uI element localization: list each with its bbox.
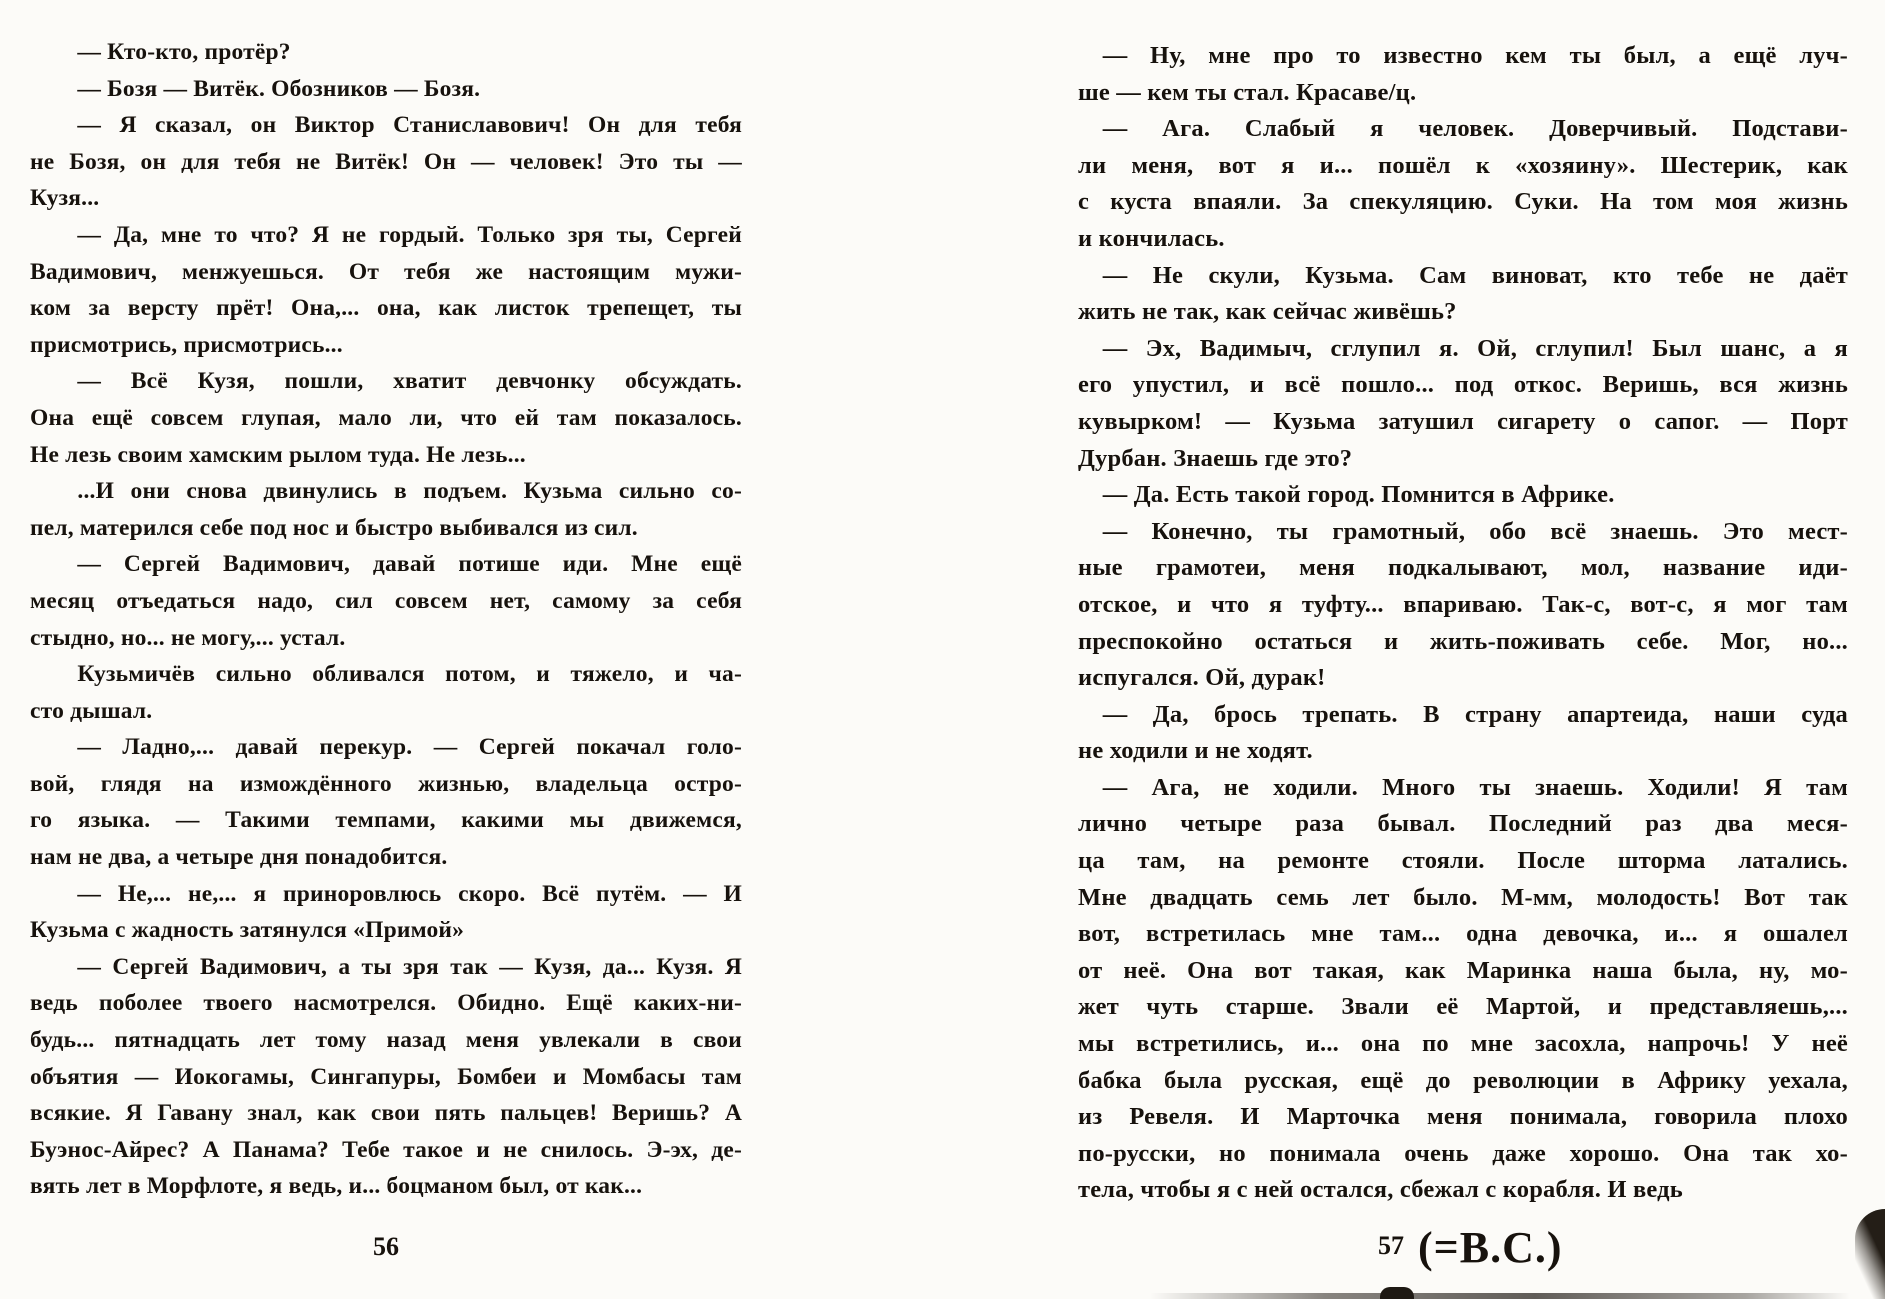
text-line: — Конечно, ты грамотный, обо всё знаешь. Это мест- [1078, 517, 1848, 545]
text-line: Мне двадцать семь лет было. М-мм, молодость! Вот так [1078, 883, 1848, 911]
text-line: — Ну, мне про то известно кем ты был, а ещё луч- [1078, 42, 1848, 69]
page-number-right: 57 [1378, 1231, 1404, 1260]
text-line: Не лезь своим хамским рылом туда. Не лезь... [30, 441, 526, 468]
text-line: — Ага. Слабый я человек. Доверчивый. Подстави- [1078, 115, 1848, 143]
text-line: всякие. Я Гавану знал, как свои пять пальцев! Веришь? А [30, 1100, 742, 1127]
text-line: отское, и что я туфту... впариваю. Так-с, вот-с, я мог там [1078, 590, 1848, 618]
text-line: го языка. — Такими темпами, какими мы движемся, [30, 807, 742, 834]
text-line: — Да, брось трепать. В страну апартеида, наши суда [1078, 700, 1848, 728]
scan-artifact [1380, 1287, 1414, 1299]
text-line: ли меня, вот я и... пошёл к «хозяину». Шестерик, как [1078, 151, 1848, 179]
text-line: — Сергей Вадимович, давай потише иди. Мне ещё [30, 551, 742, 578]
text-line: объятия — Иокогамы, Сингапуры, Бомбеи и Момбасы там [30, 1063, 742, 1090]
text-line: с куста впаяли. За спекуляцию. Суки. На том моя жизнь [1078, 188, 1848, 216]
scan-artifact [1150, 1293, 1850, 1299]
text-line: Вадимович, менжуешься. От тебя же настоящим мужи- [30, 258, 742, 285]
text-line: кувырком! — Кузьма затушил сигарету о сапог. — Порт [1078, 407, 1848, 435]
text-line: Кузьмичёв сильно обливался потом, и тяжело, и ча- [30, 661, 742, 688]
left-page [0, 0, 752, 1299]
text-line: ведь поболее твоего насмотрелся. Обидно. Ещё каких-ни- [30, 990, 742, 1017]
text-line: по-русски, но понимала очень даже хорошо. Она так хо- [1078, 1139, 1848, 1167]
right-page [854, 0, 1885, 1299]
text-line: бабка была русская, ещё до революции в Африку уехала, [1078, 1066, 1848, 1094]
text-line: и кончилась. [1078, 224, 1225, 252]
handwritten-annotation: (=В.С.) [1418, 1223, 1563, 1272]
text-line: Кузьма с жадность затянулся «Примой» [30, 917, 465, 944]
text-line: ше — кем ты стал. Красаве/ц. [1078, 78, 1417, 106]
page-number-left: 56 [373, 1232, 399, 1261]
text-line: — Ага, не ходили. Много ты знаешь. Ходили! Я там [1078, 773, 1848, 801]
text-line: ные грамотеи, меня подкалывают, мол, название иди- [1078, 554, 1848, 582]
text-line: нам не два, а четыре дня понадобится. [30, 844, 448, 871]
text-line: месяц отъедаться надо, сил совсем нет, самому за себя [30, 587, 742, 614]
book-gutter-shadow [748, 0, 858, 1299]
text-line: — Да. Есть такой город. Помнится в Африке. [1078, 481, 1615, 509]
text-line: ца там, на ремонте стояли. После шторма латались. [1078, 847, 1848, 875]
text-line: тела, чтобы я с ней остался, сбежал с корабля. И ведь [1078, 1176, 1683, 1204]
text-line: — Ладно,... давай перекур. — Сергей покачал голо- [30, 734, 742, 761]
text-line: — Всё Кузя, пошли, хватит девчонку обсуждать. [30, 368, 742, 395]
text-line: будь... пятнадцать лет тому назад меня увлекали в свои [30, 1027, 742, 1054]
text-line: — Да, мне то что? Я не гордый. Только зря ты, Сергей [30, 221, 742, 248]
text-line: Дурбан. Знаешь где это? [1078, 444, 1353, 472]
right-page-footer [1078, 1222, 1848, 1273]
text-line: лично четыре раза бывал. Последний раз два меся- [1078, 810, 1848, 838]
text-line: жет чуть старше. Звали её Мартой, и представляешь,... [1078, 993, 1848, 1021]
text-line: — Сергей Вадимович, а ты зря так — Кузя, да... Кузя. Я [30, 953, 742, 980]
text-line: пел, матерился себе под нос и быстро выбивался из сил. [30, 514, 638, 541]
text-line: не Бозя, он для тебя не Витёк! Он — человек! Это ты — [30, 148, 742, 175]
text-line: сто дышал. [30, 697, 153, 724]
text-line: вять лет в Морфлоте, я ведь, и... боцманом был, от как... [30, 1173, 643, 1200]
text-line: преспокойно остаться и жить-поживать себе. Мог, но... [1078, 627, 1848, 655]
text-line: стыдно, но... не могу,... устал. [30, 624, 346, 651]
text-line: испугался. Ой, дурак! [1078, 664, 1326, 692]
text-line: Она ещё совсем глупая, мало ли, что ей там показалось. [30, 404, 742, 431]
text-line: — Не скули, Кузьма. Сам виноват, кто тебе не даёт [1078, 261, 1848, 289]
text-line: не ходили и не ходят. [1078, 737, 1313, 765]
scan-artifact [1855, 1209, 1885, 1299]
text-line: мы встретились, и... она по мне засохла, напрочь! У неё [1078, 1030, 1848, 1058]
text-line: — Я сказал, он Виктор Станиславович! Он для тебя [30, 112, 742, 139]
text-line: — Не,... не,... я приноровлюсь скоро. Всё путём. — И [30, 880, 742, 907]
text-line: вот, встретилась мне там... одна девочка, и... я ошалел [1078, 920, 1848, 948]
text-line: Кузя... [30, 185, 100, 212]
text-line: Буэнос-Айрес? А Панама? Тебе такое и не снилось. Э-эх, де- [30, 1136, 742, 1163]
text-line: ком за версту прёт! Она,... она, как листок трепещет, ты [30, 295, 742, 322]
left-page-text [30, 34, 742, 1205]
text-line: — Кто-кто, протёр? [30, 39, 291, 65]
text-line: ...И они снова двинулись в подъем. Кузьма сильно со- [30, 478, 742, 505]
text-line: вой, глядя на измождённого жизнью, владельца остро- [30, 770, 742, 797]
text-line: из Ревеля. И Марточка меня понимала, говорила плохо [1078, 1103, 1848, 1131]
text-line: — Эх, Вадимыч, сглупил я. Ой, сглупил! Был шанс, а я [1078, 334, 1848, 362]
text-line: жить не так, как сейчас живёшь? [1078, 298, 1457, 326]
text-line: его упустил, и всё пошло... под откос. Веришь, вся жизнь [1078, 371, 1848, 399]
right-page-text [1078, 38, 1848, 1209]
text-line: от неё. Она вот такая, как Маринка наша была, ну, мо- [1078, 956, 1848, 984]
text-line: присмотрись, присмотрись... [30, 331, 343, 358]
text-line: — Бозя — Витёк. Обозников — Бозя. [30, 75, 481, 102]
